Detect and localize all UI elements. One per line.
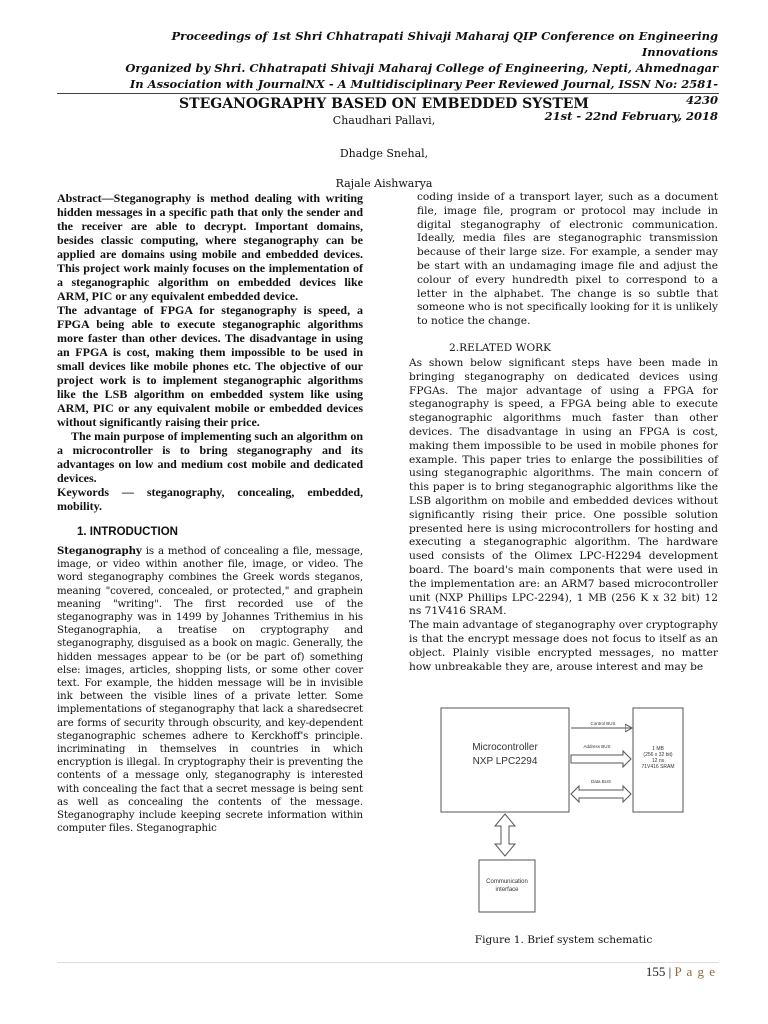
header-line-4: 21st - 22nd February, 2018	[544, 109, 718, 123]
abstract-paragraph-3: The main purpose of implementing such an algorithm on a microcontroller is to bring steganography and its advantages on low and medium cost mobile and dedicated devices.	[57, 429, 363, 485]
introduction-paragraph	[57, 545, 363, 835]
communication-interface-block	[479, 860, 535, 912]
paper-title: STEGANOGRAPHY BASED ON EMBEDDED SYSTEM	[179, 96, 589, 112]
header-divider	[57, 93, 719, 94]
introduction-body: is a method of concealing a file, message, image, or video within another file, image, or video. The word steganography combines the Greek words steganos, meaning "covered, concealed, or protected," and graphein meaning "writing". The first recorded use of the steganography was in 1499 by Johannes Trithemius in his Steganographia, a treatise on cryptography and steganography, disguised as a book on magic. Generally, the hidden messages appear to be (or be part of) something else: images, articles, shopping lists, or some other cover text. For example, the hidden message will be in invisible ink between the visible lines of a private letter. Some implementations of steganography that lack a sharedsecret are forms of security through obscurity, and key-dependent steganographic schemes adhere to Kerckhoff's principle. incriminating in themselves in countries in which encryption is illegal. In cryptography their is preventing the contents of a message only, steganography is interested with concealing the fact that a secret message is being sent as well as concealing the contents of the message. Steganography include keeping secrete information within computer files. Steganographic	[57, 546, 363, 835]
sram-label-1: 1 MB	[652, 746, 664, 752]
introduction-heading: 1. INTRODUCTION	[77, 526, 178, 538]
author-2: Dhadge Snehal,	[339, 147, 429, 160]
system-schematic-figure	[437, 694, 685, 916]
data-bus-label: Data BUS	[590, 779, 612, 784]
communication-label-2: interface	[495, 887, 519, 893]
right-paragraph-2: As shown below significant steps have been made in bringing steganography on dedicated devices using FPGAs. The major advantage of using a FPGA for steganography is speed, a FPGA being able to execute steganographic algorithms much faster than other devices. The disadvantage in using an FPGA is cost, making them impossible to be used in mobile phones for example. This paper tries to enlarge the possibilities of using steganographic algorithms. The main concern of this paper is to bring steganographic algorithms like the LSB algorithm on mobile and embedded devices without significantly rising their price. One possible solution presented here is using microcontrollers for hosting and executing a steganographic algorithm. The hardware used consists of the Olimex LPC-H2294 development board. The board's main components that were used in the implementation are: an ARM7 based microcontroller unit (NXP Phillips LPC-2294), 1 MB (256 K x 32 bit) 12 ns 71V416 SRAM.	[409, 356, 718, 618]
abstract-paragraph-2: The advantage of FPGA for steganography is speed, a FPGA being able to execute steganographic algorithms more faster than other devices. The disadvantage in using an FPGA is cost, making them impossible to be used in small devices like mobile phones etc. The objective of our project work is to implement steganographic algorithms like the LSB algorithm on embedded system like using ARM, PIC or any equivalent mobile or embedded devices without significantly raising their price.	[57, 303, 363, 429]
page-number: 155	[645, 964, 666, 979]
related-work-heading: 2.RELATED WORK	[449, 341, 552, 354]
header-line-3: In Association with JournalNX - A Multidisciplinary Peer Reviewed Journal, ISSN No: 2581-4230	[129, 77, 718, 107]
figure-caption: Figure 1. Brief system schematic	[474, 934, 653, 946]
right-paragraph-1: coding inside of a transport layer, such as a document file, image file, program or protocol may include in digital steganography of electronic communication. Ideally, media files are steganographic transmission because of their large size. For example, a sender may be start with an undamaging image file and adjust the colour of every hundredth pixel to correspond to a letter in the alphabet. The change is so subtle that someone who is not specifically looking for it is unlikely to notice the change.	[417, 191, 718, 328]
sram-label-2: (256 x 32 bit)	[643, 752, 673, 758]
right-paragraph-3: The main advantage of steganography over cryptography is that the encrypt message does not focus to itself as an object. Plainly visible encrypted messages, no matter how unbreakable they are, arouse interest and may be	[409, 619, 718, 673]
header-line-2: Organized by Shri. Chhatrapati Shivaji Maharaj College of Engineering, Nepti, Ahmednagar	[125, 61, 718, 75]
communication-label-1: Communication	[486, 879, 528, 885]
page-label: P a g e	[674, 964, 716, 979]
keywords: Keywords — steganography, concealing, embedded, mobility.	[57, 485, 363, 513]
control-bus-arrow	[571, 721, 631, 728]
introduction-term: Steganography	[57, 545, 142, 557]
microcontroller-model: NXP LPC2294	[472, 756, 538, 767]
left-column	[57, 191, 363, 835]
microcontroller-label: Microcontroller	[472, 742, 538, 753]
comm-link-arrow	[495, 814, 515, 856]
header-line-1: Proceedings of 1st Shri Chhatrapati Shivaji Maharaj QIP Conference on Engineering Innovations	[171, 29, 718, 59]
author-3: Rajale Aishwarya	[335, 177, 433, 190]
footer-divider	[57, 962, 719, 963]
schematic-diagram	[437, 694, 685, 916]
page-footer	[646, 964, 716, 980]
author-1: Chaudhari Pallavi,	[332, 114, 436, 127]
sram-label-4: 71V416 SRAM	[641, 764, 675, 770]
address-bus-label: Address BUS	[583, 744, 611, 749]
page-separator: |	[665, 964, 675, 979]
control-bus-label: Control BUS	[590, 721, 616, 726]
sram-label-3: 12 ns	[651, 758, 665, 764]
right-column	[409, 191, 718, 674]
abstract-paragraph-1: Abstract—Steganography is method dealing with writing hidden messages in a specific path that only the sender and the receiver are able to decrypt. Important domains, besides classic computing, where steganography can be applied are domains using mobile and embedded devices. This project work mainly focuses on the implementation of a steganographic algorithm on embedded devices like ARM, PIC or any equivalent embedded device.	[57, 191, 363, 303]
data-bus-arrow	[571, 779, 631, 802]
address-bus-arrow	[571, 744, 631, 767]
